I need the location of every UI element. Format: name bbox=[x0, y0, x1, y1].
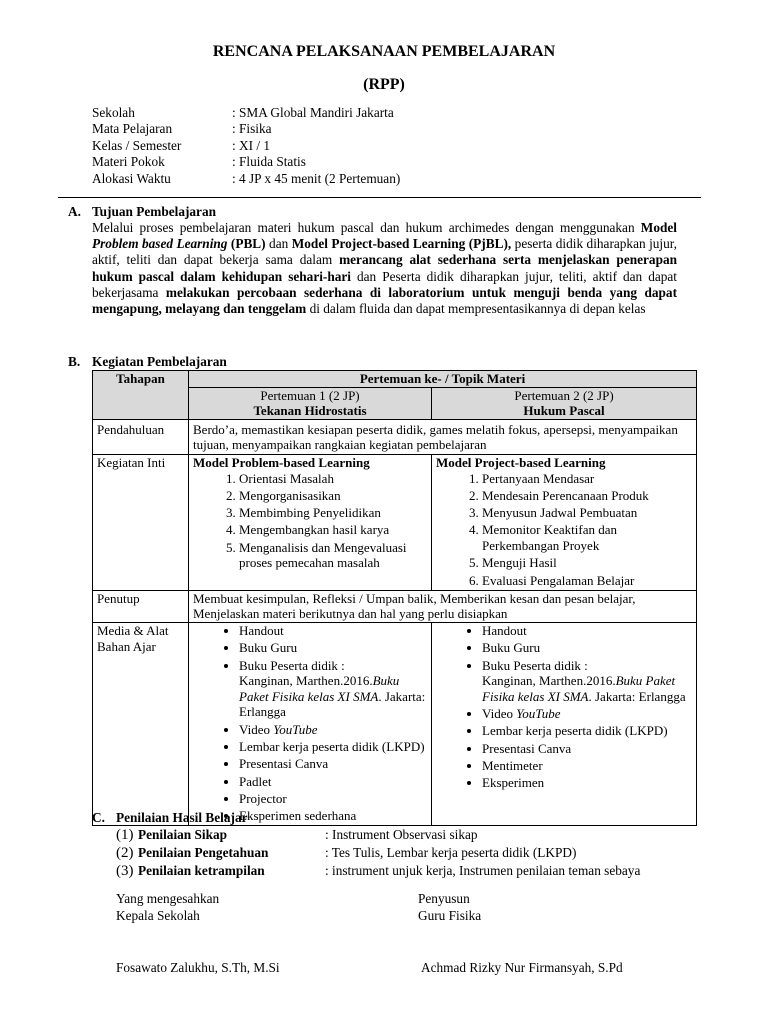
assessment-row bbox=[116, 863, 706, 881]
section-a-heading bbox=[68, 204, 216, 220]
table-row bbox=[93, 371, 697, 388]
list-item: • Eksperimen sederhana bbox=[239, 808, 427, 824]
identity-value: : XI / 1 bbox=[232, 137, 271, 153]
assessment-label: Penilaian ketrampilan bbox=[138, 863, 265, 878]
text-run: Video bbox=[239, 721, 274, 737]
stage-label: Penutup bbox=[93, 590, 189, 622]
model-name: Model Project-based Learning bbox=[436, 454, 606, 470]
section-title: Penilaian Hasil Belajar bbox=[116, 810, 248, 825]
list-item: 3. Membimbing Penyelidikan bbox=[239, 505, 427, 521]
assessment-row bbox=[116, 845, 706, 863]
identity-label: Alokasi Waktu bbox=[92, 170, 171, 186]
text-run: merancang alat sederhana serta menjelaskan penerapan hukum pascal dalam kehidupan sehari-hari bbox=[92, 252, 678, 284]
list-item: • Lembar kerja peserta didik (LKPD) bbox=[482, 723, 692, 739]
list-item bbox=[239, 658, 427, 720]
text-run: di dalam fluida dan dapat mempresentasikannya di depan kelas bbox=[306, 301, 646, 317]
assessment-value: : Instrument Observasi sikap bbox=[325, 827, 478, 842]
list-item: 5. Menganalisis dan Mengevaluasi proses pemecahan masalah bbox=[239, 540, 427, 571]
text-run: Buku Peserta didik : bbox=[482, 657, 588, 673]
signature-name-left: Fosawato Zalukhu, S.Th, M.Si bbox=[116, 960, 280, 975]
section-number: C. bbox=[92, 810, 105, 825]
identity-row bbox=[92, 138, 712, 154]
list-item: • Projector bbox=[239, 791, 427, 807]
assessment-value: : Tes Tulis, Lembar kerja peserta didik (LKPD) bbox=[325, 845, 577, 860]
stage-content bbox=[189, 623, 432, 826]
list-item: 1. Orientasi Masalah bbox=[239, 471, 427, 487]
step-list bbox=[436, 471, 692, 589]
list-item: • Buku Guru bbox=[482, 640, 692, 656]
column-header-topik: Pertemuan ke- / Topik Materi bbox=[189, 371, 697, 388]
list-item: • Lembar kerja peserta didik (LKPD) bbox=[239, 739, 427, 755]
section-c-heading bbox=[92, 810, 248, 826]
stage-content: Membuat kesimpulan, Refleksi / Umpan balik, Memberikan kesan dan pesan belajar, Menjelaskan materi berikutnya dan hal yang perlu disiapkan bbox=[189, 590, 697, 622]
meeting-topic: Tekanan Hidrostatis bbox=[253, 403, 367, 419]
assessment-number: (2) bbox=[116, 845, 134, 861]
meeting-1-header bbox=[189, 387, 432, 419]
identity-row bbox=[92, 105, 712, 121]
identity-block bbox=[92, 105, 712, 187]
list-item: • Eksperimen bbox=[482, 775, 692, 791]
identity-label: Materi Pokok bbox=[92, 154, 165, 170]
list-item: • Presentasi Canva bbox=[482, 741, 692, 757]
meeting-topic: Hukum Pascal bbox=[523, 403, 605, 419]
column-header-tahapan: Tahapan bbox=[93, 371, 189, 420]
list-item: 4. Memonitor Keaktifan dan Perkembangan Proyek bbox=[482, 522, 692, 553]
text-run: . Jakarta: Erlangga bbox=[239, 688, 426, 720]
media-list bbox=[436, 623, 692, 791]
text-run: Kanginan, Marthen.2016. bbox=[239, 673, 373, 689]
list-item bbox=[482, 706, 692, 722]
text-run: dan Peserta didik diharapkan jujur, teliti, aktif dan dapat bekerjasama bbox=[92, 268, 677, 300]
list-item: • Padlet bbox=[239, 774, 427, 790]
list-item: 4. Mengembangkan hasil karya bbox=[239, 522, 427, 538]
stage-content bbox=[189, 454, 432, 590]
label-line: Bahan Ajar bbox=[97, 638, 156, 654]
meeting-label: Pertemuan 2 (2 JP) bbox=[514, 387, 614, 403]
text-run: Buku Paket Fisika kelas XI SMA bbox=[482, 673, 676, 704]
list-item: • Handout bbox=[239, 623, 427, 639]
text-run: (PBL) bbox=[227, 236, 266, 252]
list-item bbox=[239, 722, 427, 738]
assessment-list bbox=[116, 827, 706, 881]
assessment-number: (1) bbox=[116, 827, 134, 843]
section-number: B. bbox=[68, 354, 81, 369]
list-item: 5. Menguji Hasil bbox=[482, 555, 692, 571]
list-item: • Presentasi Canva bbox=[239, 756, 427, 772]
identity-label: Kelas / Semester bbox=[92, 137, 182, 153]
identity-row bbox=[92, 121, 712, 137]
stage-label: Pendahuluan bbox=[93, 419, 189, 454]
signature-role: Kepala Sekolah bbox=[116, 908, 200, 923]
signature-name-right: Achmad Rizky Nur Firmansyah, S.Pd bbox=[421, 960, 623, 975]
assessment-value: : instrument unjuk kerja, Instrumen penilaian teman sebaya bbox=[325, 863, 641, 878]
table-row bbox=[93, 454, 697, 590]
document-title: RENCANA PELAKSANAAN PEMBELAJARAN bbox=[212, 43, 556, 60]
identity-label: Sekolah bbox=[92, 105, 135, 120]
stage-label bbox=[93, 623, 189, 826]
text-run: Video bbox=[482, 706, 517, 722]
identity-value: : SMA Global Mandiri Jakarta bbox=[232, 105, 394, 120]
assessment-label: Penilaian Pengetahuan bbox=[138, 845, 269, 860]
section-title: Kegiatan Pembelajaran bbox=[92, 354, 227, 369]
assessment-row bbox=[116, 827, 706, 845]
list-item: 6. Evaluasi Pengalaman Belajar bbox=[482, 573, 692, 589]
table-row bbox=[93, 419, 697, 454]
text-run: Problem based Learning bbox=[92, 236, 228, 252]
stage-content bbox=[432, 623, 697, 826]
section-number: A. bbox=[68, 204, 81, 219]
identity-label: Mata Pelajaran bbox=[92, 121, 173, 137]
document-subtitle: (RPP) bbox=[363, 76, 405, 93]
learning-objective-paragraph bbox=[92, 220, 677, 317]
activity-table bbox=[92, 370, 697, 826]
stage-label: Kegiatan Inti bbox=[93, 454, 189, 590]
signature-left bbox=[116, 890, 219, 924]
text-run: . Jakarta: Erlangga bbox=[588, 688, 686, 704]
meeting-2-header bbox=[432, 387, 697, 419]
identity-value: : Fluida Statis bbox=[232, 154, 306, 170]
text-run: peserta didik diharapkan jujur, aktif, teliti dan dapat bekerja sama dalam bbox=[92, 236, 677, 268]
text-run: YouTube bbox=[273, 721, 318, 737]
table-row bbox=[93, 590, 697, 622]
identity-row bbox=[92, 171, 712, 187]
identity-value: : 4 JP x 45 menit (2 Pertemuan) bbox=[232, 170, 401, 186]
text-run: YouTube bbox=[516, 706, 561, 722]
media-list bbox=[193, 623, 427, 824]
signature-right bbox=[418, 890, 481, 924]
list-item: • Buku Guru bbox=[239, 640, 427, 656]
list-item: 3. Menyusun Jadwal Pembuatan bbox=[482, 505, 692, 521]
identity-value: : Fisika bbox=[232, 121, 272, 137]
stage-content bbox=[432, 454, 697, 590]
list-item: 2. Mendesain Perencanaan Produk bbox=[482, 488, 692, 504]
assessment-label: Penilaian Sikap bbox=[138, 827, 228, 842]
table-row bbox=[93, 623, 697, 826]
meeting-label: Pertemuan 1 (2 JP) bbox=[260, 387, 360, 403]
identity-row bbox=[92, 154, 712, 170]
text-run: dan bbox=[265, 236, 292, 252]
header-divider bbox=[58, 197, 701, 198]
text-run: Model bbox=[640, 220, 677, 235]
list-item: 1. Pertanyaan Mendasar bbox=[482, 471, 692, 487]
text-run: melakukan percobaan sederhana di laboratorium untuk menguji benda yang dapat mengapung, melayang dan tenggelam bbox=[92, 284, 677, 317]
signature-role: Penyusun bbox=[418, 891, 470, 906]
assessment-number: (3) bbox=[116, 863, 134, 879]
list-item: • Handout bbox=[482, 623, 692, 639]
step-list bbox=[193, 471, 427, 571]
text-run: Melalui proses pembelajaran materi hukum pascal dan hukum archimedes dengan menggunakan bbox=[92, 220, 641, 235]
text-run: Buku Peserta didik : bbox=[239, 657, 345, 673]
list-item: 2. Mengorganisasikan bbox=[239, 488, 427, 504]
signature-role: Guru Fisika bbox=[418, 908, 482, 923]
text-run: Kanginan, Marthen.2016. bbox=[482, 673, 616, 689]
text-run: Model Project-based Learning (PjBL), bbox=[291, 236, 512, 252]
section-title: Tujuan Pembelajaran bbox=[92, 204, 216, 219]
signature-role: Yang mengesahkan bbox=[116, 891, 220, 906]
model-name: Model Problem-based Learning bbox=[193, 454, 370, 470]
stage-content: Berdo’a, memastikan kesiapan peserta didik, games melatih fokus, apersepsi, menyampaikan tujuan, menyampaikan rangkaian kegiatan pembelajaran bbox=[189, 419, 697, 454]
text-run: Buku Paket Fisika kelas XI SMA bbox=[239, 673, 400, 704]
section-b-heading bbox=[68, 354, 227, 370]
list-item bbox=[482, 658, 692, 705]
label-line: Media & Alat bbox=[97, 623, 169, 639]
list-item: • Mentimeter bbox=[482, 758, 692, 774]
